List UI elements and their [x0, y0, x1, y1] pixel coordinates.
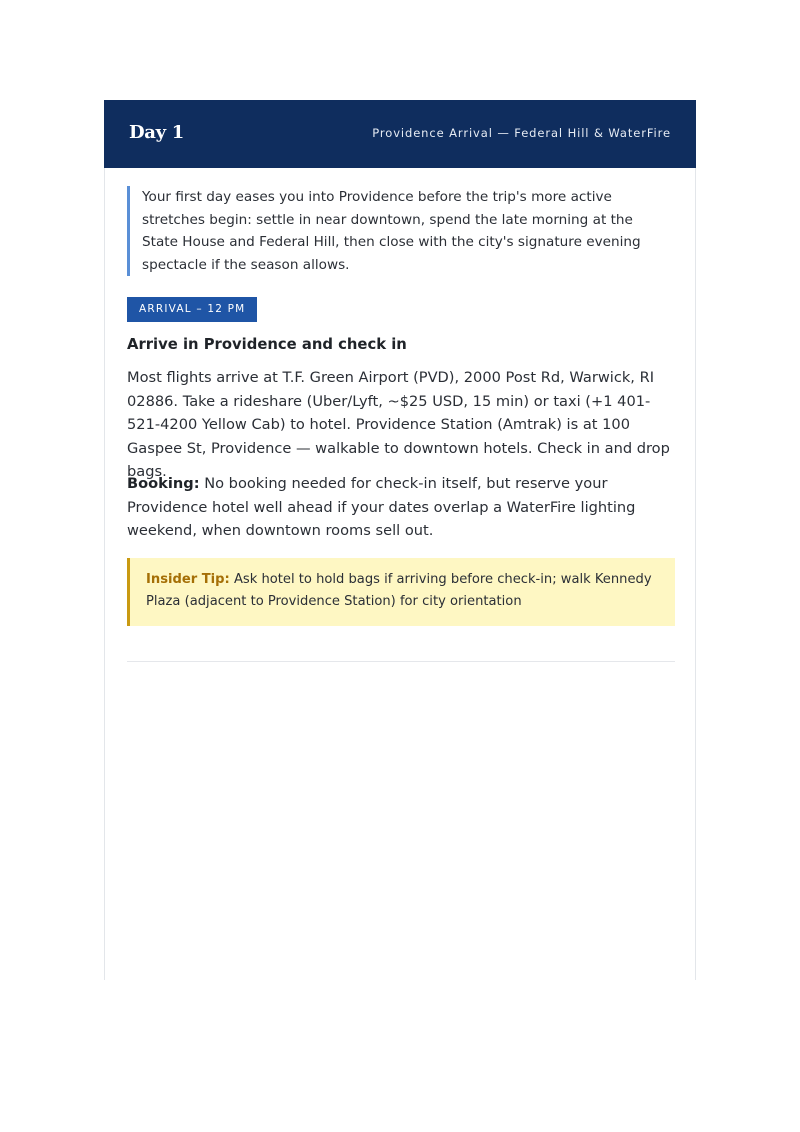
card-fade — [105, 800, 695, 980]
tip-label: Insider Tip: — [146, 572, 230, 587]
time-badge: ARRIVAL – 12 PM — [127, 297, 257, 322]
booking-label: Booking: — [127, 475, 200, 492]
booking-text: No booking needed for check-in itself, but reserve your Providence hotel well ahead if your dates overlap a WaterFire lighting weekend, when downtown rooms sell out. — [127, 475, 636, 539]
day-subtitle: Providence Arrival — Federal Hill & WaterFire — [372, 126, 671, 140]
tip-text: Ask hotel to hold bags if arriving before check-in; walk Kennedy Plaza (adjacent to Providence Station) for city orientation — [146, 572, 652, 609]
day-header — [104, 100, 696, 168]
section-divider — [127, 661, 675, 662]
day-title: Day 1 — [129, 122, 185, 143]
booking-note — [127, 472, 679, 543]
insider-tip — [127, 558, 675, 626]
activity-title: Arrive in Providence and check in — [127, 336, 407, 353]
activity-description: Most flights arrive at T.F. Green Airport (PVD), 2000 Post Rd, Warwick, RI 02886. Take a rideshare (Uber/Lyft, ~$25 USD, 15 min) or taxi (+1 401-521-4200 Yellow Cab) to hotel. Providence Station (Amtrak) is at 100 Gaspee St, Providence — walkable to downtown hotels. Check in and drop bags. — [127, 369, 670, 480]
day-intro: Your first day eases you into Providence before the trip's more active stretches begin: settle in near downtown, spend the late morning at the State House and Federal Hill, then close with the city's signature evening spectacle if the season allows. — [127, 186, 670, 276]
day-card — [104, 100, 696, 980]
